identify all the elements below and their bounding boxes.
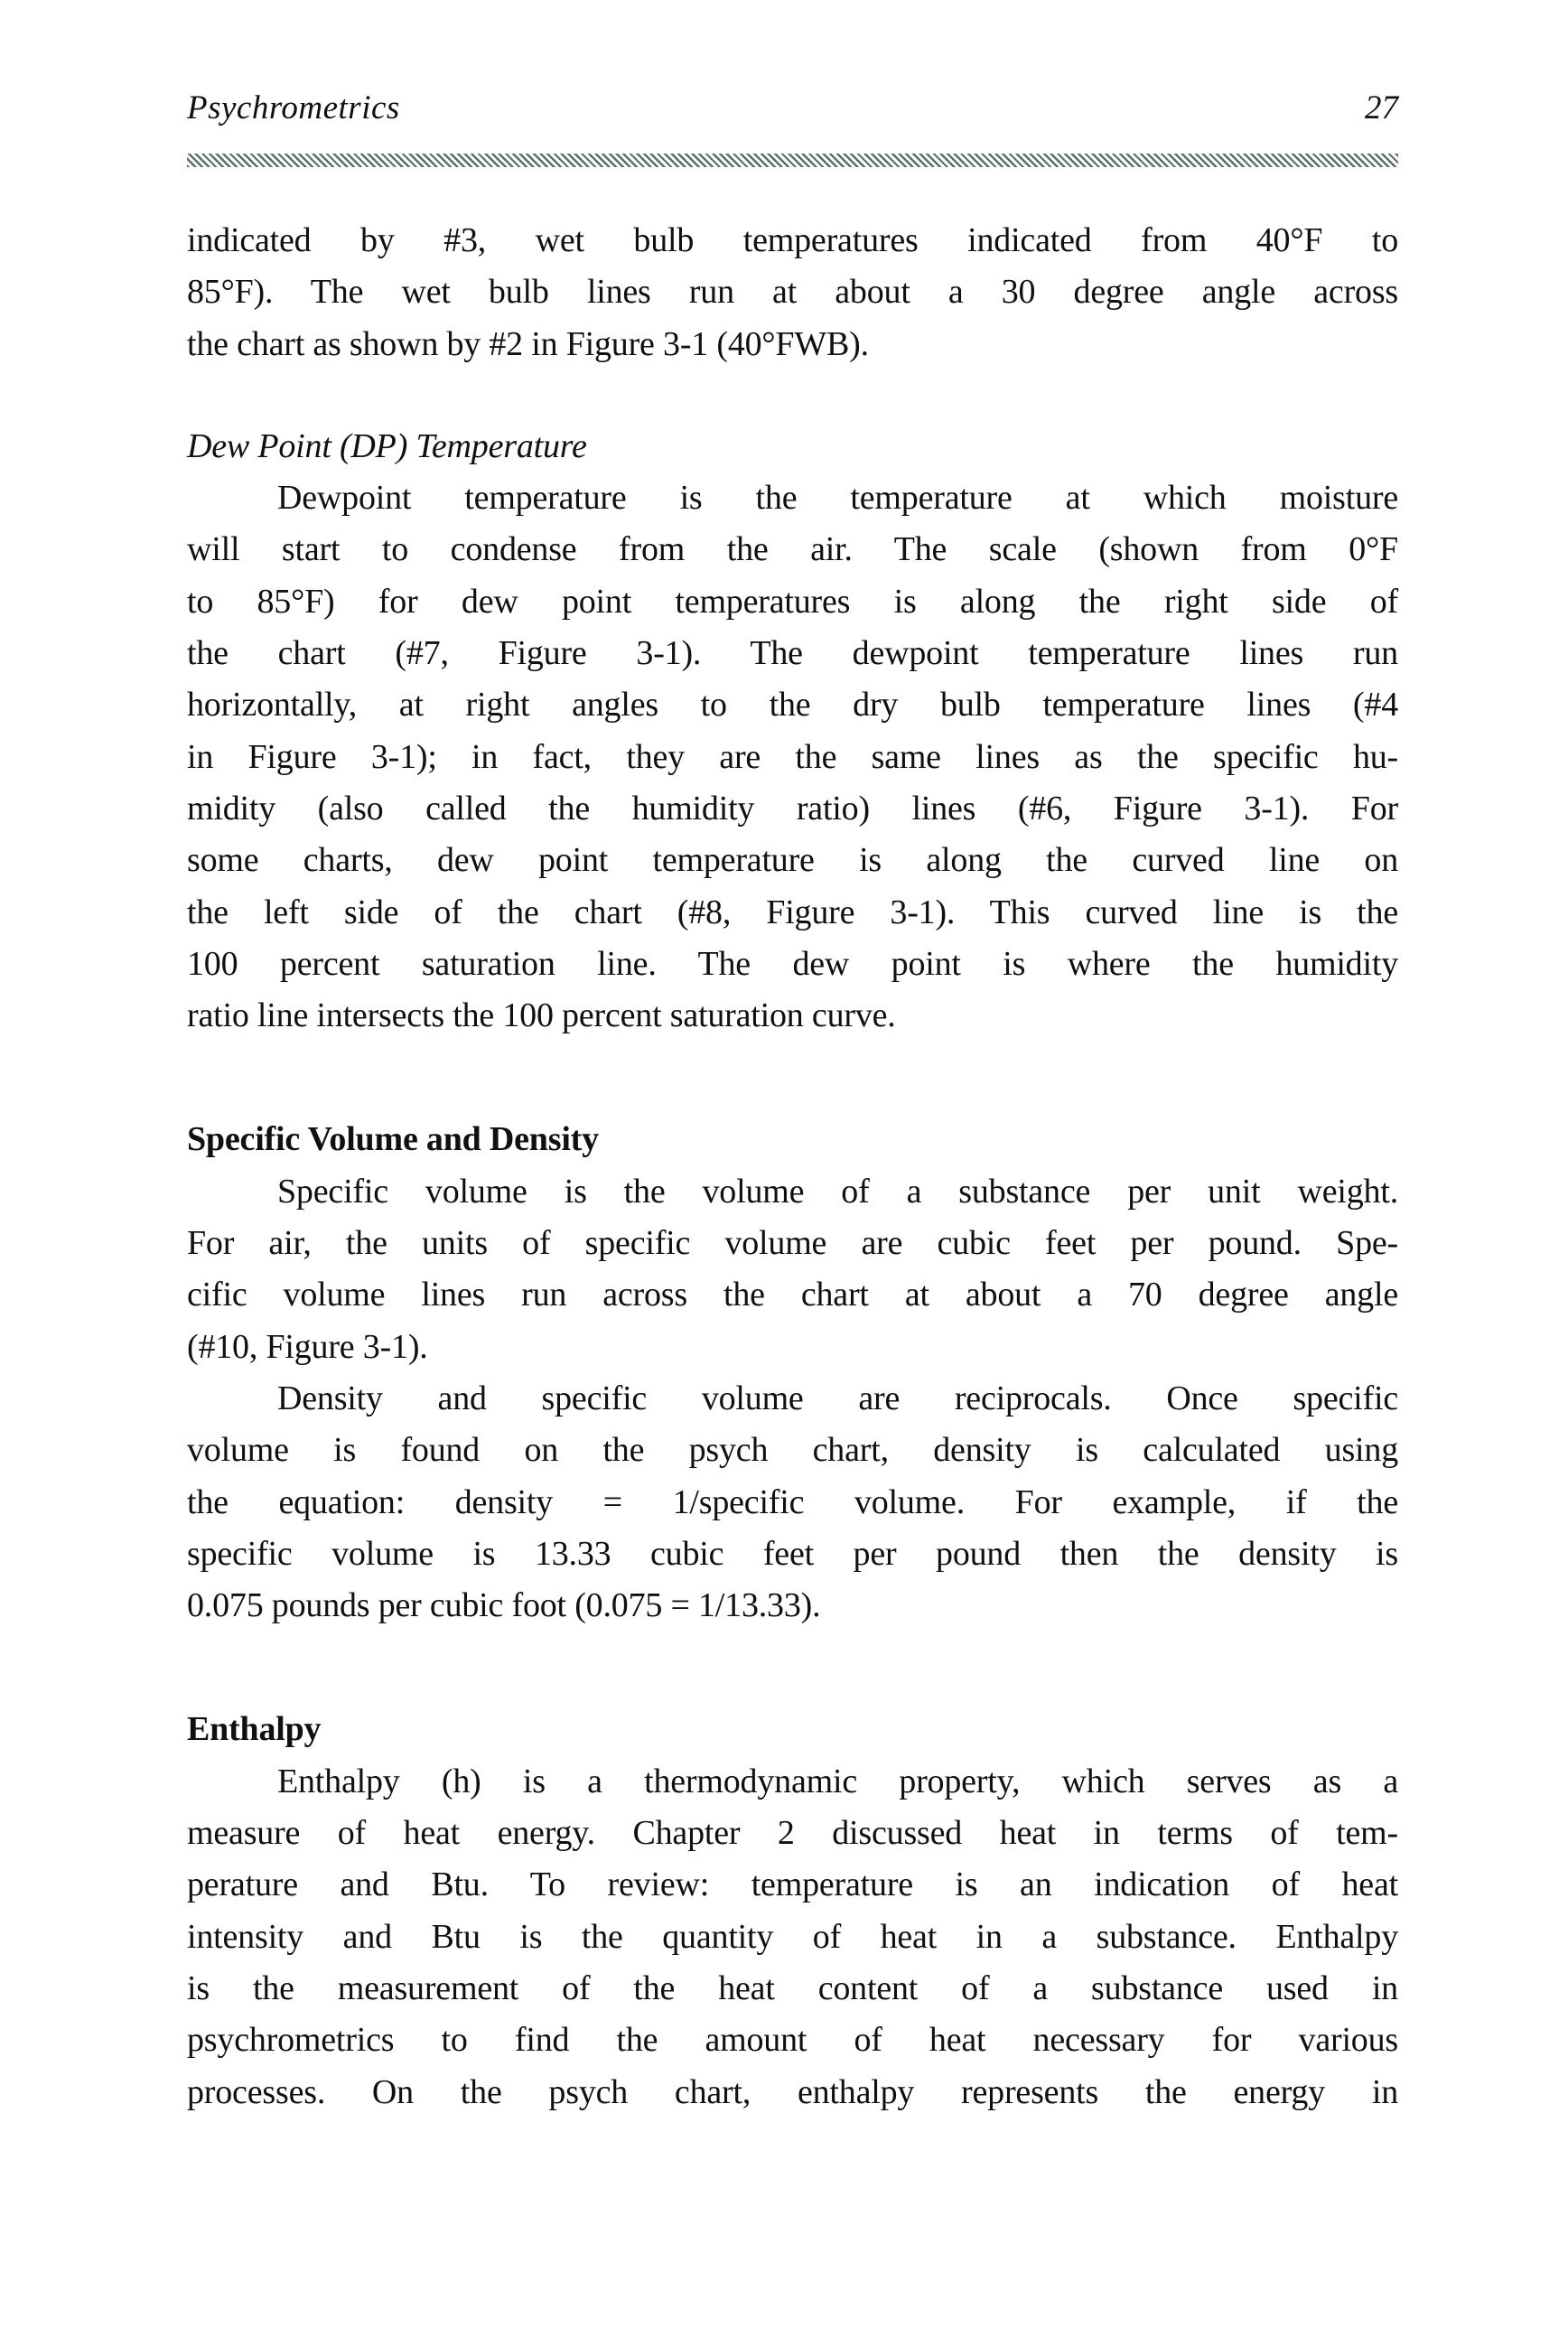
text-line: 0.075 pounds per cubic foot (0.075 = 1/13.33). bbox=[187, 1586, 821, 1625]
text-line: midity (also called the humidity ratio) lines (#6, Figure 3-1). For bbox=[187, 789, 1398, 828]
text-line: processes. On the psych chart, enthalpy represents the energy in bbox=[187, 2072, 1398, 2111]
section-heading: Enthalpy bbox=[187, 1710, 322, 1749]
section-heading: Dew Point (DP) Temperature bbox=[187, 426, 587, 465]
text-line: Specific volume is the volume of a substance per unit weight. bbox=[277, 1172, 1398, 1211]
text-line: (#10, Figure 3-1). bbox=[187, 1327, 428, 1366]
running-head-title: Psychrometrics bbox=[187, 89, 400, 126]
text-line: 100 percent saturation line. The dew point is where the humidity bbox=[187, 944, 1398, 983]
text-line: indicated by #3, wet bulb temperatures indicated from 40°F to bbox=[187, 221, 1398, 259]
text-line: ratio line intersects the 100 percent saturation curve. bbox=[187, 996, 896, 1035]
hatched-divider-rule bbox=[187, 154, 1398, 167]
text-line: Density and specific volume are reciprocals. Once specific bbox=[277, 1379, 1398, 1417]
paragraph bbox=[187, 1373, 1398, 1632]
text-line: specific volume is 13.33 cubic feet per pound then the density is bbox=[187, 1534, 1398, 1573]
page-number: 27 bbox=[1365, 89, 1398, 126]
text-line: Dewpoint temperature is the temperature at which moisture bbox=[277, 479, 1398, 518]
paragraph bbox=[187, 472, 1398, 1042]
text-line: to 85°F) for dew point temperatures is along the right side of bbox=[187, 582, 1398, 621]
text-line: 85°F). The wet bulb lines run at about a 30 degree angle across bbox=[187, 273, 1398, 312]
text-line: in Figure 3-1); in fact, they are the same lines as the specific hu- bbox=[187, 737, 1398, 776]
section-heading: Specific Volume and Density bbox=[187, 1120, 599, 1159]
text-line: intensity and Btu is the quantity of heat in a substance. Enthalpy bbox=[187, 1917, 1398, 1956]
text-line: the chart as shown by #2 in Figure 3-1 (40°FWB). bbox=[187, 324, 869, 363]
text-line: is the measurement of the heat content of a substance used in bbox=[187, 1968, 1398, 2007]
text-line: some charts, dew point temperature is along the curved line on bbox=[187, 841, 1398, 880]
text-line: horizontally, at right angles to the dry bulb temperature lines (#4 bbox=[187, 686, 1398, 725]
text-line: will start to condense from the air. The scale (shown from 0°F bbox=[187, 530, 1398, 569]
text-line: cific volume lines run across the chart at about a 70 degree angle bbox=[187, 1276, 1398, 1314]
body-text-column bbox=[187, 215, 1398, 2118]
text-line: volume is found on the psych chart, density is calculated using bbox=[187, 1431, 1398, 1470]
text-line: Enthalpy (h) is a thermodynamic property, which serves as a bbox=[277, 1762, 1398, 1800]
paragraph bbox=[187, 215, 1398, 370]
text-line: psychrometrics to find the amount of heat necessary for various bbox=[187, 2021, 1398, 2060]
paragraph bbox=[187, 1166, 1398, 1373]
text-line: the left side of the chart (#8, Figure 3-1). This curved line is the bbox=[187, 893, 1398, 931]
text-line: measure of heat energy. Chapter 2 discussed heat in terms of tem- bbox=[187, 1814, 1398, 1853]
text-line: the equation: density = 1/specific volume. For example, if the bbox=[187, 1482, 1398, 1521]
text-line: perature and Btu. To review: temperature is an indication of heat bbox=[187, 1865, 1398, 1904]
text-line: For air, the units of specific volume are cubic feet per pound. Spe- bbox=[187, 1224, 1398, 1263]
paragraph bbox=[187, 1756, 1398, 2118]
text-line: the chart (#7, Figure 3-1). The dewpoint temperature lines run bbox=[187, 634, 1398, 673]
running-header bbox=[187, 89, 1398, 127]
